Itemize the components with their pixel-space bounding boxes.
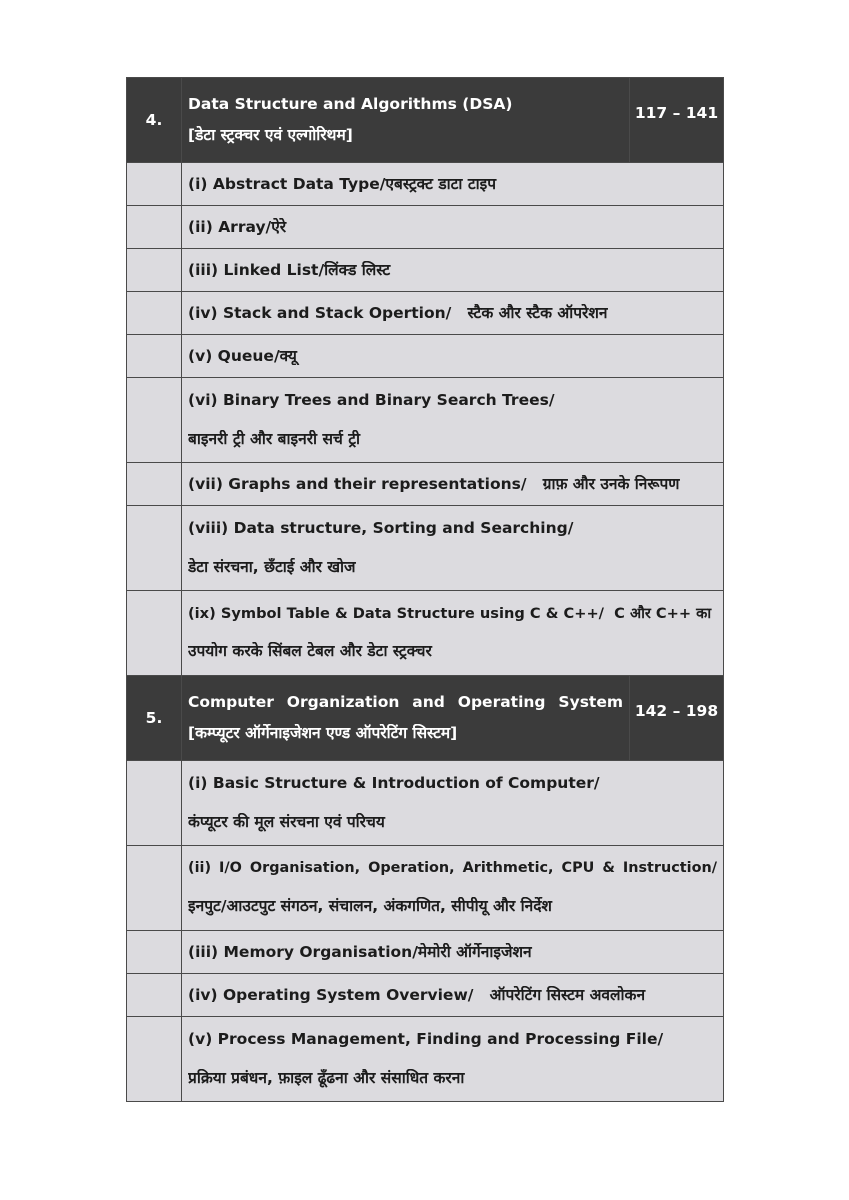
table-row xyxy=(127,335,724,378)
topic-text: (ix) Symbol Table & Data Structure using C & C++/ C और C++ का xyxy=(188,604,712,622)
section-number: 4. xyxy=(127,78,182,163)
index-cell xyxy=(127,335,182,378)
topic-cell xyxy=(182,591,724,676)
index-cell xyxy=(127,506,182,591)
topic-text-hindi: बाइनरी ट्री और बाइनरी सर्च ट्री xyxy=(188,430,361,448)
contents-table xyxy=(126,77,724,1102)
topic-cell xyxy=(182,463,724,506)
table-row xyxy=(127,163,724,206)
topic-cell xyxy=(182,1017,724,1102)
index-cell xyxy=(127,846,182,931)
table-row xyxy=(127,974,724,1017)
table-row xyxy=(127,846,724,931)
table-row xyxy=(127,463,724,506)
table-row xyxy=(127,1017,724,1102)
table-row xyxy=(127,292,724,335)
topic-text: (v) Queue/क्यू xyxy=(188,346,297,365)
topic-text: (viii) Data structure, Sorting and Searching/ xyxy=(188,519,574,538)
topic-cell xyxy=(182,931,724,974)
topic-text: (vii) Graphs and their representations/ ग्राफ़ और उनके निरूपण xyxy=(188,474,680,493)
index-cell xyxy=(127,1017,182,1102)
section-pages: 117 – 141 xyxy=(630,78,724,163)
index-cell xyxy=(127,163,182,206)
topic-text: (iii) Linked List/लिंक्ड लिस्ट xyxy=(188,260,391,279)
topic-cell xyxy=(182,378,724,463)
topic-cell xyxy=(182,292,724,335)
section-title-hindi: [कम्प्यूटर ऑर्गेनाइजेशन एण्ड ऑपरेटिंग सिस्टम] xyxy=(188,724,458,742)
topic-text-hindi: प्रक्रिया प्रबंधन, फ़ाइल ढूँढना और संसाधित करना xyxy=(188,1069,465,1087)
section-title: Data Structure and Algorithms (DSA) xyxy=(188,95,513,114)
topic-text: (i) Basic Structure & Introduction of Computer/ xyxy=(188,774,600,793)
topic-text-hindi: इनपुट/आउटपुट संगठन, संचालन, अंकगणित, सीपीयू और निर्देश xyxy=(188,897,552,916)
table-row xyxy=(127,506,724,591)
section-title-cell xyxy=(182,78,630,163)
topic-text: (ii) I/O Organisation, Operation, Arithmetic, CPU & Instruction/ xyxy=(188,860,717,877)
topic-text-hindi: कंप्यूटर की मूल संरचना एवं परिचय xyxy=(188,813,385,831)
section-number: 5. xyxy=(127,676,182,761)
topic-text: (vi) Binary Trees and Binary Search Trees/ xyxy=(188,391,555,410)
section-header-row xyxy=(127,78,724,163)
index-cell xyxy=(127,292,182,335)
table-row xyxy=(127,206,724,249)
topic-text-hindi: उपयोग करके सिंबल टेबल और डेटा स्ट्रक्चर xyxy=(188,642,432,661)
section-header-row xyxy=(127,676,724,761)
table-row xyxy=(127,249,724,292)
section-title: Computer Organization and Operating System xyxy=(188,693,623,712)
table-row xyxy=(127,931,724,974)
table-row xyxy=(127,378,724,463)
topic-text-hindi: डेटा संरचना, छँटाई और खोज xyxy=(188,558,356,576)
topic-cell xyxy=(182,974,724,1017)
index-cell xyxy=(127,206,182,249)
table-row xyxy=(127,761,724,846)
topic-text: (v) Process Management, Finding and Processing File/ xyxy=(188,1030,664,1049)
topic-text: (iv) Stack and Stack Opertion/ स्टैक और स्टैक ऑपरेशन xyxy=(188,303,608,322)
topic-text: (ii) Array/ऐरे xyxy=(188,217,287,236)
topic-cell xyxy=(182,335,724,378)
topic-cell xyxy=(182,761,724,846)
index-cell xyxy=(127,974,182,1017)
topic-cell xyxy=(182,249,724,292)
index-cell xyxy=(127,463,182,506)
topic-cell xyxy=(182,506,724,591)
index-cell xyxy=(127,591,182,676)
index-cell xyxy=(127,761,182,846)
index-cell xyxy=(127,378,182,463)
topic-cell xyxy=(182,163,724,206)
index-cell xyxy=(127,249,182,292)
topic-text: (i) Abstract Data Type/एबस्ट्रक्ट डाटा टाइप xyxy=(188,174,497,193)
topic-text: (iii) Memory Organisation/मेमोरी ऑर्गेनाइजेशन xyxy=(188,942,532,961)
section-title-cell xyxy=(182,676,630,761)
index-cell xyxy=(127,931,182,974)
table-row xyxy=(127,591,724,676)
section-title-hindi: [डेटा स्ट्रक्चर एवं एल्गोरिथम] xyxy=(188,126,353,144)
topic-cell xyxy=(182,206,724,249)
section-pages: 142 – 198 xyxy=(630,676,724,761)
topic-cell xyxy=(182,846,724,931)
topic-text: (iv) Operating System Overview/ ऑपरेटिंग सिस्टम अवलोकन xyxy=(188,985,646,1004)
